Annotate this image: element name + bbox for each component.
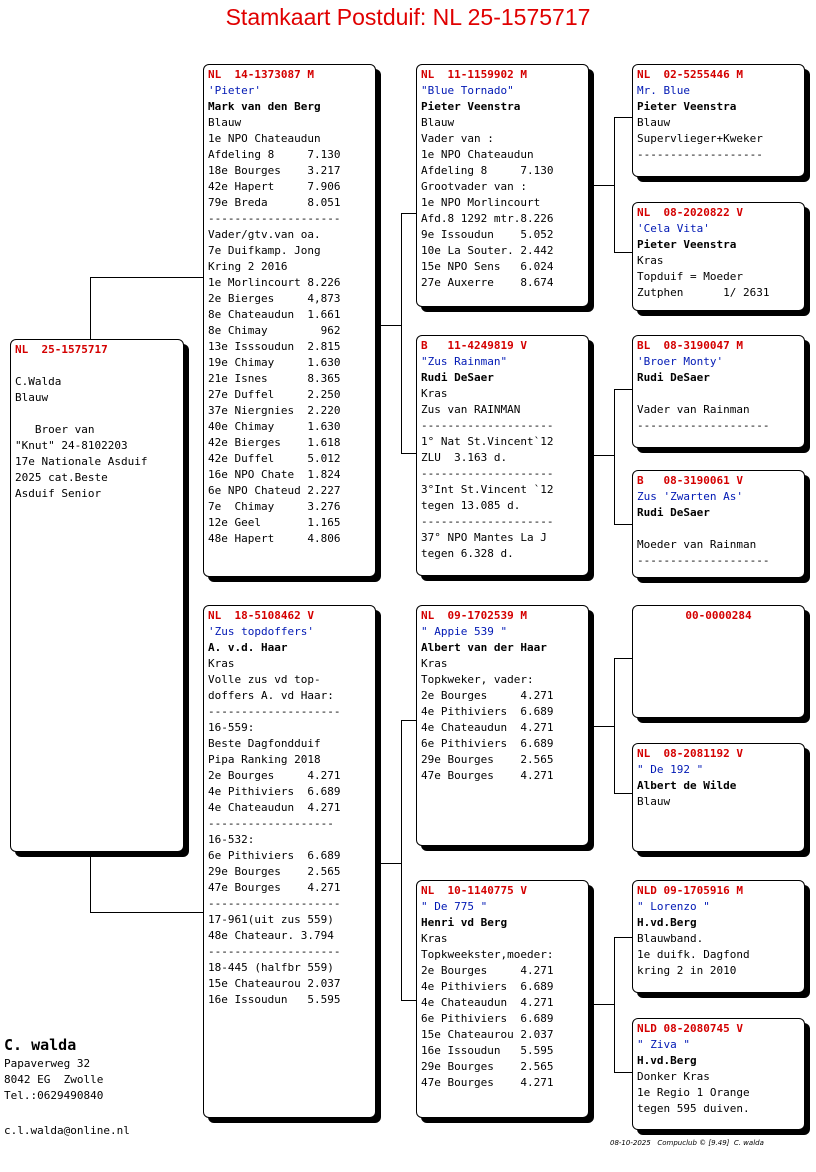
info-line: Afdeling 8 7.130 <box>421 164 554 177</box>
info-line: ZLU 3.163 d. <box>421 451 508 464</box>
pedigree-card-sss[interactable] <box>632 64 805 177</box>
info-line: Kras <box>637 254 664 267</box>
breeder-name: C. walda <box>4 1036 77 1054</box>
owner-name: A. v.d. Haar <box>208 641 288 654</box>
info-line: 1e NPO Morlincourt <box>421 196 541 209</box>
connector <box>614 937 633 938</box>
info-line: 6e Pithiviers 6.689 <box>208 849 341 862</box>
pedigree-card-dds[interactable] <box>632 880 805 993</box>
info-line: 2025 cat.Beste <box>15 471 108 484</box>
info-line: 18e Bourges 3.217 <box>208 164 341 177</box>
info-line: 1e Morlincourt 8.226 <box>208 276 341 289</box>
info-line: 4e Chateaudun 4.271 <box>208 801 341 814</box>
info-line: Pipa Ranking 2018 <box>208 753 321 766</box>
info-line: ------------------- <box>637 148 763 161</box>
info-line: 2e Bierges 4,873 <box>208 292 341 305</box>
info-line: 42e Bierges 1.618 <box>208 436 341 449</box>
info-line: tegen 6.328 d. <box>421 547 514 560</box>
info-line: Zutphen 1/ 2631 <box>637 286 770 299</box>
info-line: 8e Chimay 962 <box>208 324 341 337</box>
info-line: 21e Isnes 8.365 <box>208 372 341 385</box>
info-line: Blauwband. <box>637 932 704 945</box>
owner-name: Rudi DeSaer <box>637 371 710 384</box>
ring-number: NL 14-1373087 M <box>208 68 314 81</box>
owner-name: Rudi DeSaer <box>637 506 710 519</box>
info-line <box>637 521 800 537</box>
info-line: 47e Bourges 4.271 <box>208 881 341 894</box>
info-line: 16e Issoudun 5.595 <box>421 1044 554 1057</box>
connector <box>614 658 615 793</box>
info-line: 42e Hapert 7.906 <box>208 180 341 193</box>
owner-name: H.vd.Berg <box>637 916 697 929</box>
pigeon-name: Zus 'Zwarten As' <box>637 490 743 503</box>
info-line: 15e Chateaurou 2.037 <box>208 977 341 990</box>
connector <box>401 453 417 454</box>
info-line: 2e Bourges 4.271 <box>421 689 554 702</box>
info-line: Supervlieger+Kweker <box>637 132 763 145</box>
ring-number: NL 10-1140775 V <box>421 884 527 897</box>
info-line: Blauw <box>15 391 49 404</box>
pigeon-name: 'Broer Monty' <box>637 355 724 368</box>
info-line: Moeder van Rainman <box>637 538 757 551</box>
page-title: Stamkaart Postduif: NL 25-1575717 <box>225 4 591 30</box>
ring-number: NL 11-1159902 M <box>421 68 527 81</box>
info-line: -------------------- <box>208 897 341 910</box>
pedigree-card-dam-dam[interactable] <box>416 880 589 1118</box>
info-line: 17-961(uit zus 559) <box>208 913 334 926</box>
info-line: 6e Pithiviers 6.689 <box>421 1012 554 1025</box>
connector <box>593 455 615 456</box>
info-line: Broer van <box>15 423 95 436</box>
info-line: ------------------- <box>208 817 334 830</box>
connector <box>614 117 615 252</box>
pedigree-card-dam[interactable] <box>203 605 376 1118</box>
info-line: Vader van Rainman <box>637 403 750 416</box>
info-line: 47e Bourges 4.271 <box>421 769 554 782</box>
ring-number: NL 25-1575717 <box>15 343 108 356</box>
info-line: Kras <box>421 657 448 670</box>
info-line: Vader/gtv.van oa. <box>208 228 321 241</box>
info-line: 1e Regio 1 Orange <box>637 1086 750 1099</box>
ring-number: B 11-4249819 V <box>421 339 527 352</box>
connector <box>401 720 417 721</box>
info-line: 8e Chateaudun 1.661 <box>208 308 341 321</box>
breeder-email[interactable]: c.l.walda@online.nl <box>4 1124 130 1137</box>
info-line: 7e Duifkamp. Jong <box>208 244 321 257</box>
info-line: -------------------- <box>208 945 341 958</box>
info-line: 4e Pithiviers 6.689 <box>421 980 554 993</box>
info-line: 19e Chimay 1.630 <box>208 356 341 369</box>
connector <box>593 185 615 186</box>
ring-number: NL 09-1702539 M <box>421 609 527 622</box>
info-line: 29e Bourges 2.565 <box>421 753 554 766</box>
info-line: 15e NPO Sens 6.024 <box>421 260 554 273</box>
info-line: 1e duifk. Dagfond <box>637 948 750 961</box>
info-line: Grootvader van : <box>421 180 527 193</box>
pedigree-card-dsd[interactable] <box>632 743 805 852</box>
breeder-phone: Tel.:0629490840 <box>4 1089 104 1102</box>
info-line: Blauw <box>637 795 671 808</box>
info-line: -------------------- <box>637 419 770 432</box>
info-line: Kras <box>421 932 448 945</box>
info-line: 29e Bourges 2.565 <box>421 1060 554 1073</box>
ring-number: NLD 09-1705916 M <box>637 884 743 897</box>
info-line: -------------------- <box>421 515 554 528</box>
info-line: kring 2 in 2010 <box>637 964 737 977</box>
connector <box>401 213 417 214</box>
info-line: 29e Bourges 2.565 <box>208 865 341 878</box>
info-line: -------------------- <box>637 554 770 567</box>
pedigree-card-sire-sire[interactable] <box>416 64 589 307</box>
info-line: 79e Breda 8.051 <box>208 196 341 209</box>
info-line: Blauw <box>421 116 455 129</box>
info-line: 27e Duffel 2.250 <box>208 388 341 401</box>
pedigree-card-ssd[interactable] <box>632 202 805 311</box>
info-line: 2e Bourges 4.271 <box>208 769 341 782</box>
info-line: Zus van RAINMAN <box>421 403 521 416</box>
info-line: 16-559: <box>208 721 255 734</box>
info-line: 17e Nationale Asduif <box>15 455 148 468</box>
connector <box>401 1000 417 1001</box>
info-line: tegen 13.085 d. <box>421 499 521 512</box>
connector <box>593 726 615 727</box>
connector <box>614 389 615 524</box>
connector <box>90 852 91 912</box>
info-line: 12e Geel 1.165 <box>208 516 341 529</box>
info-line: -------------------- <box>421 467 554 480</box>
connector <box>381 863 402 864</box>
pedigree-card-dam-sire[interactable] <box>416 605 589 846</box>
breeder-city: 8042 EG Zwolle <box>4 1073 104 1086</box>
pigeon-name: " Lorenzo " <box>637 900 710 913</box>
info-line: Blauw <box>208 116 242 129</box>
footer-credit: 08-10-2025 Compuclub © [9.49] C. walda <box>610 1139 764 1147</box>
connector <box>90 277 204 278</box>
pigeon-name: " De 775 " <box>421 900 488 913</box>
info-line: C.Walda <box>15 375 62 388</box>
connector <box>593 1004 615 1005</box>
owner-name: H.vd.Berg <box>637 1054 697 1067</box>
info-line: 48e Chateaur. 3.794 <box>208 929 334 942</box>
info-line: Volle zus vd top- <box>208 673 321 686</box>
connector <box>381 325 402 326</box>
connector <box>614 793 633 794</box>
info-line: "Knut" 24-8102203 <box>15 439 128 452</box>
info-line: 1e NPO Chateaudun <box>421 148 534 161</box>
info-line: Asduif Senior <box>15 487 102 500</box>
owner-name: Pieter Veenstra <box>637 100 737 113</box>
pedigree-card-ddd[interactable] <box>632 1018 805 1130</box>
info-line: Blauw <box>637 116 671 129</box>
info-line: Beste Dagfondduif <box>208 737 321 750</box>
info-line: Topkweekster,moeder: <box>421 948 554 961</box>
pigeon-name: "Blue Tornado" <box>421 84 514 97</box>
ring-number: 00-0000284 <box>685 609 752 622</box>
info-line: 3°Int St.Vincent `12 <box>421 483 554 496</box>
info-line: Kras <box>421 387 448 400</box>
info-line: 18-445 (halfbr 559) <box>208 961 334 974</box>
pigeon-name: " De 192 " <box>637 763 704 776</box>
ring-number: NLD 08-2080745 V <box>637 1022 743 1035</box>
info-line: 4e Pithiviers 6.689 <box>208 785 341 798</box>
pigeon-name: " Appie 539 " <box>421 625 508 638</box>
info-line <box>15 406 179 422</box>
pedigree-card-sdd[interactable] <box>632 470 805 578</box>
ring-number: NL 08-2081192 V <box>637 747 743 760</box>
info-line: Afdeling 8 7.130 <box>208 148 341 161</box>
info-line: 13e Isssoudun 2.815 <box>208 340 341 353</box>
info-line: 6e Pithiviers 6.689 <box>421 737 554 750</box>
info-line: 6e NPO Chateud 2.227 <box>208 484 341 497</box>
pedigree-card-sire-dam[interactable] <box>416 335 589 576</box>
info-line: 37° NPO Mantes La J <box>421 531 547 544</box>
connector <box>614 252 633 253</box>
pedigree-card-subject[interactable] <box>10 339 184 852</box>
owner-name: Henri vd Berg <box>421 916 508 929</box>
info-line: 47e Bourges 4.271 <box>421 1076 554 1089</box>
owner-name: Albert van der Haar <box>421 641 547 654</box>
connector <box>614 937 615 1072</box>
pigeon-name: Mr. Blue <box>637 84 690 97</box>
connector <box>614 389 633 390</box>
info-line: 10e La Souter. 2.442 <box>421 244 554 257</box>
connector <box>614 658 633 659</box>
info-line: -------------------- <box>208 212 341 225</box>
pigeon-name: 'Pieter' <box>208 84 261 97</box>
ring-number: BL 08-3190047 M <box>637 339 743 352</box>
info-line: -------------------- <box>208 705 341 718</box>
pigeon-name: "Zus Rainman" <box>421 355 508 368</box>
info-line: 16e Issoudun 5.595 <box>208 993 341 1006</box>
ring-number: NL 02-5255446 M <box>637 68 743 81</box>
info-line: tegen 595 duiven. <box>637 1102 750 1115</box>
info-line: Kras <box>208 657 235 670</box>
pigeon-name: " Ziva " <box>637 1038 690 1051</box>
pigeon-name: 'Cela Vita' <box>637 222 710 235</box>
info-line: 9e Issoudun 5.052 <box>421 228 554 241</box>
info-line: 27e Auxerre 8.674 <box>421 276 554 289</box>
owner-name: Rudi DeSaer <box>421 371 494 384</box>
owner-name: Albert de Wilde <box>637 779 737 792</box>
info-line: 16-532: <box>208 833 255 846</box>
pedigree-card-sds[interactable] <box>632 335 805 448</box>
info-line: Donker Kras <box>637 1070 710 1083</box>
connector <box>614 117 633 118</box>
breeder-street: Papaverweg 32 <box>4 1057 91 1070</box>
info-line: Vader van : <box>421 132 494 145</box>
pedigree-card-sire[interactable] <box>203 64 376 577</box>
info-line: 4e Pithiviers 6.689 <box>421 705 554 718</box>
ring-number: NL 08-2020822 V <box>637 206 743 219</box>
info-line: 1e NPO Chateaudun <box>208 132 321 145</box>
info-line: Topduif = Moeder <box>637 270 743 283</box>
info-line: 1° Nat St.Vincent`12 <box>421 435 554 448</box>
info-line: 16e NPO Chate 1.824 <box>208 468 341 481</box>
ring-number: B 08-3190061 V <box>637 474 743 487</box>
ring-number: NL 18-5108462 V <box>208 609 314 622</box>
connector <box>614 1072 633 1073</box>
info-line: Kring 2 2016 <box>208 260 288 273</box>
connector <box>401 213 402 453</box>
info-line: 4e Chateaudun 4.271 <box>421 721 554 734</box>
connector <box>90 277 91 340</box>
connector <box>401 720 402 1000</box>
breeder-address <box>4 1034 103 1104</box>
info-line: 7e Chimay 3.276 <box>208 500 341 513</box>
pedigree-card-dss[interactable] <box>632 605 805 718</box>
info-line: 48e Hapert 4.806 <box>208 532 341 545</box>
info-line <box>15 358 179 374</box>
info-line: 42e Duffel 5.012 <box>208 452 341 465</box>
pigeon-name: 'Zus topdoffers' <box>208 625 314 638</box>
connector <box>614 524 633 525</box>
connector <box>90 912 204 913</box>
owner-name: Pieter Veenstra <box>421 100 521 113</box>
owner-name: Mark van den Berg <box>208 100 321 113</box>
info-line: Afd.8 1292 mtr.8.226 <box>421 212 554 225</box>
info-line: -------------------- <box>421 419 554 432</box>
info-line: 40e Chimay 1.630 <box>208 420 341 433</box>
info-line: doffers A. vd Haar: <box>208 689 334 702</box>
info-line: Topkweker, vader: <box>421 673 534 686</box>
owner-name: Pieter Veenstra <box>637 238 737 251</box>
info-line: 15e Chateaurou 2.037 <box>421 1028 554 1041</box>
info-line <box>637 386 800 402</box>
info-line: 2e Bourges 4.271 <box>421 964 554 977</box>
info-line: 4e Chateaudun 4.271 <box>421 996 554 1009</box>
info-line: 37e Niergnies 2.220 <box>208 404 341 417</box>
